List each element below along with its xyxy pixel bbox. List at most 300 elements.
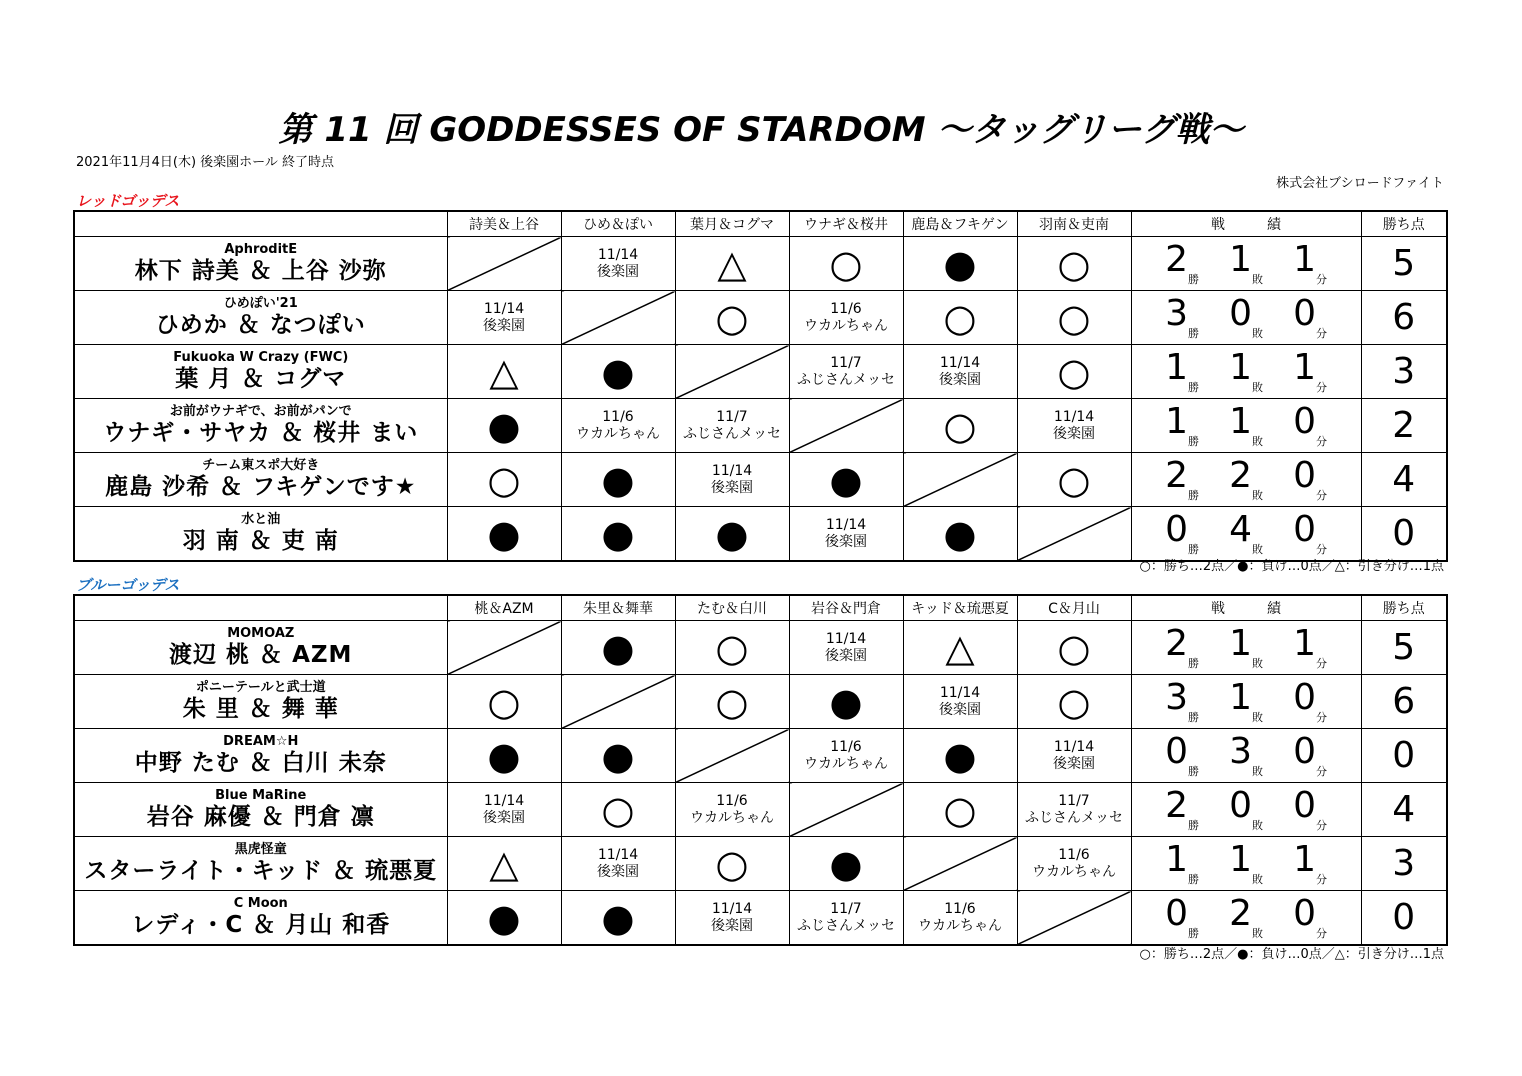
result-cell bbox=[447, 399, 561, 453]
standings-table-blue bbox=[73, 594, 1448, 946]
draw-count: 1 bbox=[1293, 347, 1316, 388]
win-label: 勝 bbox=[1188, 873, 1199, 886]
team-cell bbox=[74, 891, 447, 946]
result-cell bbox=[903, 621, 1017, 675]
team-members: 中野 たむ ＆ 白川 未奈 bbox=[134, 750, 387, 776]
win-mark: ○ bbox=[715, 625, 749, 670]
unit-name: MOMOAZ bbox=[227, 626, 295, 641]
loss-label: 敗 bbox=[1252, 873, 1263, 886]
win-mark: ○ bbox=[1057, 295, 1091, 340]
result-cell bbox=[447, 891, 561, 946]
record-cell bbox=[1131, 783, 1361, 837]
self-match-cell bbox=[561, 675, 675, 729]
loss-mark: ● bbox=[601, 625, 635, 670]
win-count: 2 bbox=[1165, 623, 1188, 664]
win-mark: ○ bbox=[943, 295, 977, 340]
win-label: 勝 bbox=[1188, 711, 1199, 724]
draw-mark: △ bbox=[945, 625, 975, 670]
draw-count: 1 bbox=[1293, 239, 1316, 280]
loss-count: 1 bbox=[1229, 623, 1252, 664]
loss-count: 1 bbox=[1229, 401, 1252, 442]
points-cell: 5 bbox=[1361, 621, 1447, 675]
loss-mark: ● bbox=[943, 241, 977, 286]
draw-label: 分 bbox=[1316, 765, 1327, 778]
team-members: ひめか ＆ なつぽい bbox=[155, 312, 366, 338]
schedule-text: 11/6 ウカルちゃん bbox=[918, 900, 1002, 934]
schedule-text: 11/14 後楽園 bbox=[1053, 738, 1095, 772]
loss-count: 1 bbox=[1229, 677, 1252, 718]
result-cell bbox=[675, 837, 789, 891]
draw-count: 1 bbox=[1293, 839, 1316, 880]
win-mark: ○ bbox=[1057, 457, 1091, 502]
points-cell: 6 bbox=[1361, 291, 1447, 345]
draw-mark: △ bbox=[717, 241, 747, 286]
schedule-text: 11/14 後楽園 bbox=[711, 462, 753, 496]
schedule-text: 11/7 ふじさんメッセ bbox=[1025, 792, 1123, 826]
table-row bbox=[74, 345, 1447, 399]
result-cell bbox=[447, 453, 561, 507]
loss-label: 敗 bbox=[1252, 435, 1263, 448]
column-header: 鹿島＆フキゲン bbox=[903, 211, 1017, 237]
unit-name: Fukuoka W Crazy (FWC) bbox=[173, 350, 349, 365]
draw-label: 分 bbox=[1316, 657, 1327, 670]
schedule-cell bbox=[561, 237, 675, 291]
team-cell bbox=[74, 237, 447, 291]
header-blank bbox=[74, 595, 447, 621]
win-mark: ○ bbox=[715, 295, 749, 340]
unit-name: お前がウナギで、お前がパンで bbox=[169, 404, 352, 419]
team-cell bbox=[74, 507, 447, 562]
unit-name: 水と油 bbox=[241, 512, 281, 527]
schedule-cell bbox=[675, 783, 789, 837]
win-count: 1 bbox=[1165, 401, 1188, 442]
self-match-cell bbox=[561, 291, 675, 345]
win-count: 0 bbox=[1165, 509, 1188, 550]
schedule-text: 11/14 後楽園 bbox=[597, 846, 639, 880]
points-cell: 0 bbox=[1361, 891, 1447, 946]
self-match-cell bbox=[1017, 891, 1131, 946]
table-row bbox=[74, 729, 1447, 783]
draw-label: 分 bbox=[1316, 873, 1327, 886]
team-members: レディ・C ＆ 月山 和香 bbox=[131, 912, 391, 938]
loss-mark: ● bbox=[487, 733, 521, 778]
win-mark: ○ bbox=[1057, 241, 1091, 286]
result-cell bbox=[903, 507, 1017, 562]
draw-label: 分 bbox=[1316, 543, 1327, 556]
schedule-text: 11/6 ウカルちゃん bbox=[576, 408, 660, 442]
self-match-cell bbox=[789, 783, 903, 837]
schedule-text: 11/7 ふじさんメッセ bbox=[797, 900, 895, 934]
unit-name: ポニーテールと武士道 bbox=[195, 680, 326, 695]
result-cell bbox=[789, 453, 903, 507]
table-row bbox=[74, 783, 1447, 837]
team-cell bbox=[74, 453, 447, 507]
team-cell bbox=[74, 729, 447, 783]
schedule-cell bbox=[1017, 837, 1131, 891]
schedule-cell bbox=[903, 891, 1017, 946]
points-cell: 0 bbox=[1361, 507, 1447, 562]
header-blank bbox=[74, 211, 447, 237]
win-label: 勝 bbox=[1188, 927, 1199, 940]
result-cell bbox=[447, 837, 561, 891]
result-cell bbox=[789, 675, 903, 729]
team-members: 鹿島 沙希 ＆ フキゲンです★ bbox=[105, 474, 417, 500]
draw-count: 0 bbox=[1293, 509, 1316, 550]
unit-name: 黒虎怪童 bbox=[234, 842, 287, 857]
draw-label: 分 bbox=[1316, 819, 1327, 832]
result-cell bbox=[1017, 345, 1131, 399]
draw-count: 0 bbox=[1293, 401, 1316, 442]
table-row bbox=[74, 291, 1447, 345]
loss-mark: ● bbox=[601, 511, 635, 556]
column-header: ウナギ＆桜井 bbox=[789, 211, 903, 237]
self-match-cell bbox=[447, 237, 561, 291]
column-header: 朱里＆舞華 bbox=[561, 595, 675, 621]
table-row bbox=[74, 621, 1447, 675]
points-cell: 6 bbox=[1361, 675, 1447, 729]
win-mark: ○ bbox=[829, 241, 863, 286]
column-header: たむ＆白川 bbox=[675, 595, 789, 621]
record-cell bbox=[1131, 891, 1361, 946]
schedule-cell bbox=[675, 453, 789, 507]
schedule-cell bbox=[1017, 783, 1131, 837]
league-label-red: レッドゴッデス bbox=[76, 192, 180, 210]
unit-name: C Moon bbox=[233, 896, 288, 911]
schedule-cell bbox=[789, 621, 903, 675]
unit-name: DREAM☆H bbox=[223, 734, 299, 749]
legend-blue: ○：勝ち…2点／●：負け…0点／△：引き分け…1点 bbox=[1139, 947, 1444, 962]
win-mark: ○ bbox=[601, 787, 635, 832]
win-label: 勝 bbox=[1188, 327, 1199, 340]
result-cell bbox=[675, 621, 789, 675]
win-label: 勝 bbox=[1188, 765, 1199, 778]
draw-label: 分 bbox=[1316, 435, 1327, 448]
schedule-cell bbox=[789, 345, 903, 399]
loss-mark: ● bbox=[601, 733, 635, 778]
team-cell bbox=[74, 399, 447, 453]
self-match-cell bbox=[675, 729, 789, 783]
loss-mark: ● bbox=[829, 457, 863, 502]
win-label: 勝 bbox=[1188, 435, 1199, 448]
loss-label: 敗 bbox=[1252, 273, 1263, 286]
team-members: スターライト・キッド ＆ 琉悪夏 bbox=[84, 858, 438, 884]
result-cell bbox=[1017, 453, 1131, 507]
draw-count: 0 bbox=[1293, 293, 1316, 334]
result-cell bbox=[447, 507, 561, 562]
schedule-text: 11/14 後楽園 bbox=[939, 354, 981, 388]
loss-count: 1 bbox=[1229, 347, 1252, 388]
table-row bbox=[74, 675, 1447, 729]
loss-mark: ● bbox=[715, 511, 749, 556]
self-match-cell bbox=[1017, 507, 1131, 562]
points-header: 勝ち点 bbox=[1361, 211, 1447, 237]
win-count: 3 bbox=[1165, 677, 1188, 718]
table-row bbox=[74, 837, 1447, 891]
loss-count: 0 bbox=[1229, 785, 1252, 826]
result-cell bbox=[675, 507, 789, 562]
loss-label: 敗 bbox=[1252, 381, 1263, 394]
loss-label: 敗 bbox=[1252, 327, 1263, 340]
draw-count: 0 bbox=[1293, 785, 1316, 826]
record-cell bbox=[1131, 675, 1361, 729]
win-label: 勝 bbox=[1188, 273, 1199, 286]
result-cell bbox=[561, 891, 675, 946]
schedule-text: 11/14 後楽園 bbox=[483, 792, 525, 826]
schedule-text: 11/14 後楽園 bbox=[1053, 408, 1095, 442]
loss-mark: ● bbox=[829, 679, 863, 724]
loss-mark: ● bbox=[487, 511, 521, 556]
schedule-text: 11/14 後楽園 bbox=[711, 900, 753, 934]
win-mark: ○ bbox=[943, 403, 977, 448]
schedule-text: 11/7 ふじさんメッセ bbox=[797, 354, 895, 388]
schedule-cell bbox=[789, 291, 903, 345]
unit-name: Blue MaRine bbox=[215, 788, 307, 803]
draw-count: 0 bbox=[1293, 677, 1316, 718]
column-header: 詩美＆上谷 bbox=[447, 211, 561, 237]
result-cell bbox=[1017, 621, 1131, 675]
loss-mark: ● bbox=[487, 895, 521, 940]
schedule-text: 11/7 ふじさんメッセ bbox=[683, 408, 781, 442]
team-cell bbox=[74, 783, 447, 837]
result-cell bbox=[903, 237, 1017, 291]
column-header: 羽南＆吏南 bbox=[1017, 211, 1131, 237]
points-cell: 4 bbox=[1361, 453, 1447, 507]
team-members: 羽 南 ＆ 吏 南 bbox=[182, 528, 339, 554]
result-cell bbox=[561, 783, 675, 837]
self-match-cell bbox=[447, 621, 561, 675]
win-label: 勝 bbox=[1188, 819, 1199, 832]
team-members: 渡辺 桃 ＆ AZM bbox=[169, 642, 353, 668]
team-cell bbox=[74, 621, 447, 675]
draw-label: 分 bbox=[1316, 927, 1327, 940]
schedule-cell bbox=[675, 399, 789, 453]
loss-count: 2 bbox=[1229, 455, 1252, 496]
result-cell bbox=[1017, 675, 1131, 729]
loss-label: 敗 bbox=[1252, 927, 1263, 940]
loss-mark: ● bbox=[601, 349, 635, 394]
win-label: 勝 bbox=[1188, 543, 1199, 556]
column-header: 桃＆AZM bbox=[447, 595, 561, 621]
result-cell bbox=[675, 237, 789, 291]
date-line: 2021年11月4日(木) 後楽園ホール 終了時点 bbox=[76, 155, 335, 170]
result-cell bbox=[675, 291, 789, 345]
result-cell bbox=[903, 399, 1017, 453]
team-members: 朱 里 ＆ 舞 華 bbox=[182, 696, 339, 722]
schedule-cell bbox=[903, 345, 1017, 399]
loss-count: 2 bbox=[1229, 893, 1252, 934]
loss-count: 4 bbox=[1229, 509, 1252, 550]
draw-count: 0 bbox=[1293, 455, 1316, 496]
schedule-text: 11/14 後楽園 bbox=[939, 684, 981, 718]
team-cell bbox=[74, 675, 447, 729]
result-cell bbox=[447, 675, 561, 729]
loss-label: 敗 bbox=[1252, 765, 1263, 778]
draw-label: 分 bbox=[1316, 711, 1327, 724]
points-cell: 2 bbox=[1361, 399, 1447, 453]
draw-label: 分 bbox=[1316, 327, 1327, 340]
schedule-text: 11/6 ウカルちゃん bbox=[804, 300, 888, 334]
result-cell bbox=[561, 621, 675, 675]
win-mark: ○ bbox=[715, 841, 749, 886]
self-match-cell bbox=[675, 345, 789, 399]
win-mark: ○ bbox=[715, 679, 749, 724]
result-cell bbox=[903, 291, 1017, 345]
column-header: 葉月＆コグマ bbox=[675, 211, 789, 237]
record-cell bbox=[1131, 507, 1361, 562]
result-cell bbox=[1017, 291, 1131, 345]
schedule-cell bbox=[1017, 729, 1131, 783]
win-count: 1 bbox=[1165, 839, 1188, 880]
record-cell bbox=[1131, 453, 1361, 507]
record-cell bbox=[1131, 399, 1361, 453]
record-cell bbox=[1131, 729, 1361, 783]
schedule-text: 11/14 後楽園 bbox=[825, 516, 867, 550]
column-header: C＆月山 bbox=[1017, 595, 1131, 621]
win-mark: ○ bbox=[487, 457, 521, 502]
schedule-text: 11/14 後楽園 bbox=[597, 246, 639, 280]
schedule-cell bbox=[1017, 399, 1131, 453]
schedule-text: 11/6 ウカルちゃん bbox=[1032, 846, 1116, 880]
points-header: 勝ち点 bbox=[1361, 595, 1447, 621]
result-cell bbox=[561, 729, 675, 783]
column-header: キッド＆琉悪夏 bbox=[903, 595, 1017, 621]
win-mark: ○ bbox=[1057, 679, 1091, 724]
loss-count: 1 bbox=[1229, 839, 1252, 880]
schedule-text: 11/14 後楽園 bbox=[825, 630, 867, 664]
loss-label: 敗 bbox=[1252, 543, 1263, 556]
schedule-text: 11/6 ウカルちゃん bbox=[690, 792, 774, 826]
win-label: 勝 bbox=[1188, 489, 1199, 502]
result-cell bbox=[1017, 237, 1131, 291]
loss-mark: ● bbox=[943, 511, 977, 556]
draw-label: 分 bbox=[1316, 273, 1327, 286]
result-cell bbox=[789, 837, 903, 891]
loss-label: 敗 bbox=[1252, 819, 1263, 832]
result-cell bbox=[447, 345, 561, 399]
loss-mark: ● bbox=[487, 403, 521, 448]
schedule-cell bbox=[789, 507, 903, 562]
schedule-cell bbox=[789, 729, 903, 783]
league-label-blue: ブルーゴッデス bbox=[76, 576, 180, 594]
schedule-cell bbox=[903, 675, 1017, 729]
company-name: 株式会社ブシロードファイト bbox=[1276, 176, 1444, 191]
loss-count: 1 bbox=[1229, 239, 1252, 280]
win-count: 0 bbox=[1165, 731, 1188, 772]
page-title: 第 11 回 GODDESSES OF STARDOM ～タッグリーグ戦～ bbox=[278, 110, 1244, 150]
result-cell bbox=[903, 783, 1017, 837]
loss-mark: ● bbox=[943, 733, 977, 778]
schedule-cell bbox=[447, 783, 561, 837]
table-row bbox=[74, 453, 1447, 507]
draw-label: 分 bbox=[1316, 381, 1327, 394]
win-mark: ○ bbox=[487, 679, 521, 724]
schedule-text: 11/6 ウカルちゃん bbox=[804, 738, 888, 772]
win-count: 3 bbox=[1165, 293, 1188, 334]
record-header: 戦 績 bbox=[1131, 211, 1361, 237]
table-row bbox=[74, 237, 1447, 291]
schedule-cell bbox=[447, 291, 561, 345]
unit-name: ひめぽい'21 bbox=[223, 296, 298, 311]
loss-mark: ● bbox=[829, 841, 863, 886]
standings-table-red bbox=[73, 210, 1448, 562]
loss-mark: ● bbox=[601, 895, 635, 940]
win-count: 0 bbox=[1165, 893, 1188, 934]
team-members: 岩谷 麻優 ＆ 門倉 凛 bbox=[146, 804, 375, 830]
self-match-cell bbox=[789, 399, 903, 453]
result-cell bbox=[447, 729, 561, 783]
team-cell bbox=[74, 837, 447, 891]
draw-label: 分 bbox=[1316, 489, 1327, 502]
unit-name: チーム東スポ大好き bbox=[202, 458, 320, 473]
column-header: 岩谷＆門倉 bbox=[789, 595, 903, 621]
win-mark: ○ bbox=[1057, 349, 1091, 394]
record-cell bbox=[1131, 837, 1361, 891]
loss-count: 3 bbox=[1229, 731, 1252, 772]
draw-mark: △ bbox=[489, 349, 519, 394]
result-cell bbox=[561, 345, 675, 399]
result-cell bbox=[789, 237, 903, 291]
record-cell bbox=[1131, 621, 1361, 675]
loss-mark: ● bbox=[601, 457, 635, 502]
self-match-cell bbox=[903, 453, 1017, 507]
unit-name: AphroditE bbox=[224, 242, 298, 257]
draw-mark: △ bbox=[489, 841, 519, 886]
record-cell bbox=[1131, 291, 1361, 345]
loss-count: 0 bbox=[1229, 293, 1252, 334]
points-cell: 0 bbox=[1361, 729, 1447, 783]
team-members: ウナギ・サヤカ ＆ 桜井 まい bbox=[103, 420, 419, 446]
schedule-text: 11/14 後楽園 bbox=[483, 300, 525, 334]
win-count: 2 bbox=[1165, 785, 1188, 826]
result-cell bbox=[561, 507, 675, 562]
record-header: 戦 績 bbox=[1131, 595, 1361, 621]
table-row bbox=[74, 399, 1447, 453]
table-row bbox=[74, 507, 1447, 562]
result-cell bbox=[675, 675, 789, 729]
column-header: ひめ＆ぽい bbox=[561, 211, 675, 237]
points-cell: 3 bbox=[1361, 345, 1447, 399]
loss-label: 敗 bbox=[1252, 489, 1263, 502]
win-count: 1 bbox=[1165, 347, 1188, 388]
win-label: 勝 bbox=[1188, 381, 1199, 394]
team-members: 林下 詩美 ＆ 上谷 沙弥 bbox=[134, 258, 387, 284]
team-members: 葉 月 ＆ コグマ bbox=[175, 366, 347, 392]
record-cell bbox=[1131, 237, 1361, 291]
loss-label: 敗 bbox=[1252, 711, 1263, 724]
self-match-cell bbox=[903, 837, 1017, 891]
win-label: 勝 bbox=[1188, 657, 1199, 670]
result-cell bbox=[561, 453, 675, 507]
team-cell bbox=[74, 291, 447, 345]
schedule-cell bbox=[789, 891, 903, 946]
table-row bbox=[74, 891, 1447, 946]
legend-red: ○：勝ち…2点／●：負け…0点／△：引き分け…1点 bbox=[1139, 559, 1444, 574]
points-cell: 3 bbox=[1361, 837, 1447, 891]
schedule-cell bbox=[675, 891, 789, 946]
win-count: 2 bbox=[1165, 239, 1188, 280]
points-cell: 4 bbox=[1361, 783, 1447, 837]
draw-count: 0 bbox=[1293, 731, 1316, 772]
points-cell: 5 bbox=[1361, 237, 1447, 291]
record-cell bbox=[1131, 345, 1361, 399]
win-mark: ○ bbox=[943, 787, 977, 832]
team-cell bbox=[74, 345, 447, 399]
loss-label: 敗 bbox=[1252, 657, 1263, 670]
schedule-cell bbox=[561, 399, 675, 453]
draw-count: 1 bbox=[1293, 623, 1316, 664]
win-count: 2 bbox=[1165, 455, 1188, 496]
win-mark: ○ bbox=[1057, 625, 1091, 670]
